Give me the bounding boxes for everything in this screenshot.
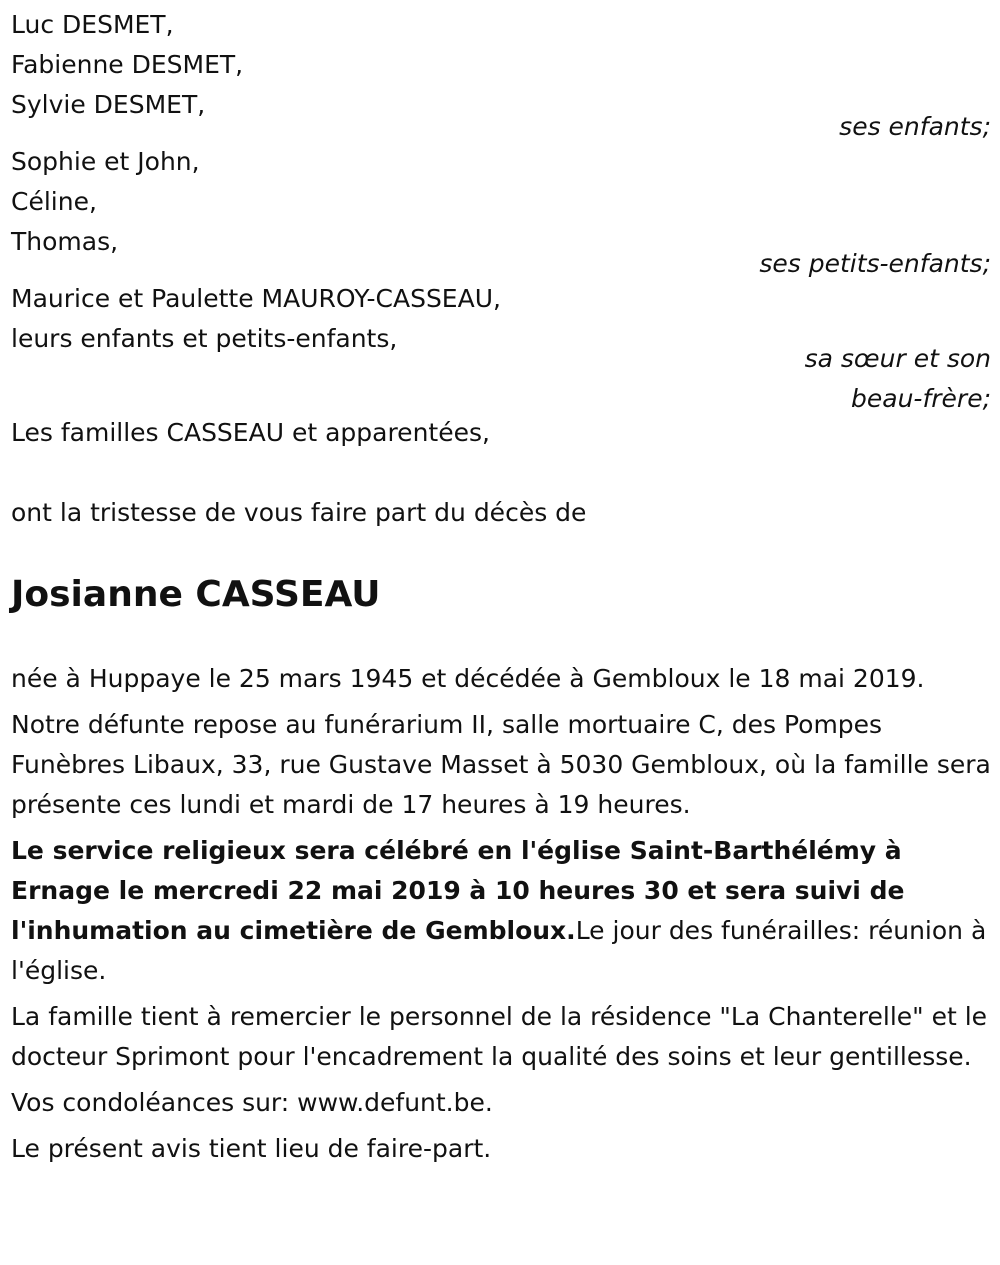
grandchild-name: Céline,: [11, 187, 97, 216]
grandchild-name: Thomas,: [11, 227, 119, 256]
obituary-notice: [11, 5, 991, 1169]
announcement-intro: ont la tristesse de vous faire part du décès de: [11, 498, 587, 527]
notice-paragraph: Le présent avis tient lieu de faire-part.: [11, 1134, 492, 1163]
children-role: ses enfants;: [839, 112, 991, 141]
service-bold-text: Le service religieux sera célébré en l'église Saint-Barthélémy à Ernage le mercredi 22 mai 2019 à 10 heures 30 et sera suivi de l'inhumation au cimetière de Gembloux.: [11, 836, 905, 945]
birth-death-paragraph: née à Huppaye le 25 mars 1945 et décédée à Gembloux le 18 mai 2019.: [11, 664, 925, 693]
sister-name: Maurice et Paulette MAUROY-CASSEAU,: [11, 284, 501, 313]
thanks-paragraph: La famille tient à remercier le personnel de la résidence "La Chanterelle" et le docteur Sprimont pour l'encadrement la qualité des soins et leur gentillesse.: [11, 1002, 988, 1071]
grandchildren-role: ses petits-enfants;: [759, 249, 991, 278]
child-name: Sylvie DESMET,: [11, 90, 206, 119]
sister-role-line: beau-frère;: [851, 384, 991, 413]
service-rest-text: Le jour des funérailles: réunion à l'église.: [11, 916, 987, 985]
rest-paragraph: Notre défunte repose au funérarium II, salle mortuaire C, des Pompes Funèbres Libaux, 33, rue Gustave Masset à 5030 Gembloux, où la famille sera présente ces lundi et mardi de 17 heures à 19 heures.: [11, 710, 991, 819]
child-name: Luc DESMET,: [11, 10, 174, 39]
sister-family: leurs enfants et petits-enfants,: [11, 324, 398, 353]
service-paragraph: [11, 831, 991, 991]
sister-role-line: sa sœur et son: [804, 344, 991, 373]
child-name: Fabienne DESMET,: [11, 50, 244, 79]
condolences-paragraph: Vos condoléances sur: www.defunt.be.: [11, 1088, 493, 1117]
other-families: Les familles CASSEAU et apparentées,: [11, 418, 490, 447]
deceased-name: Josianne CASSEAU: [11, 574, 381, 615]
grandchild-name: Sophie et John,: [11, 147, 200, 176]
